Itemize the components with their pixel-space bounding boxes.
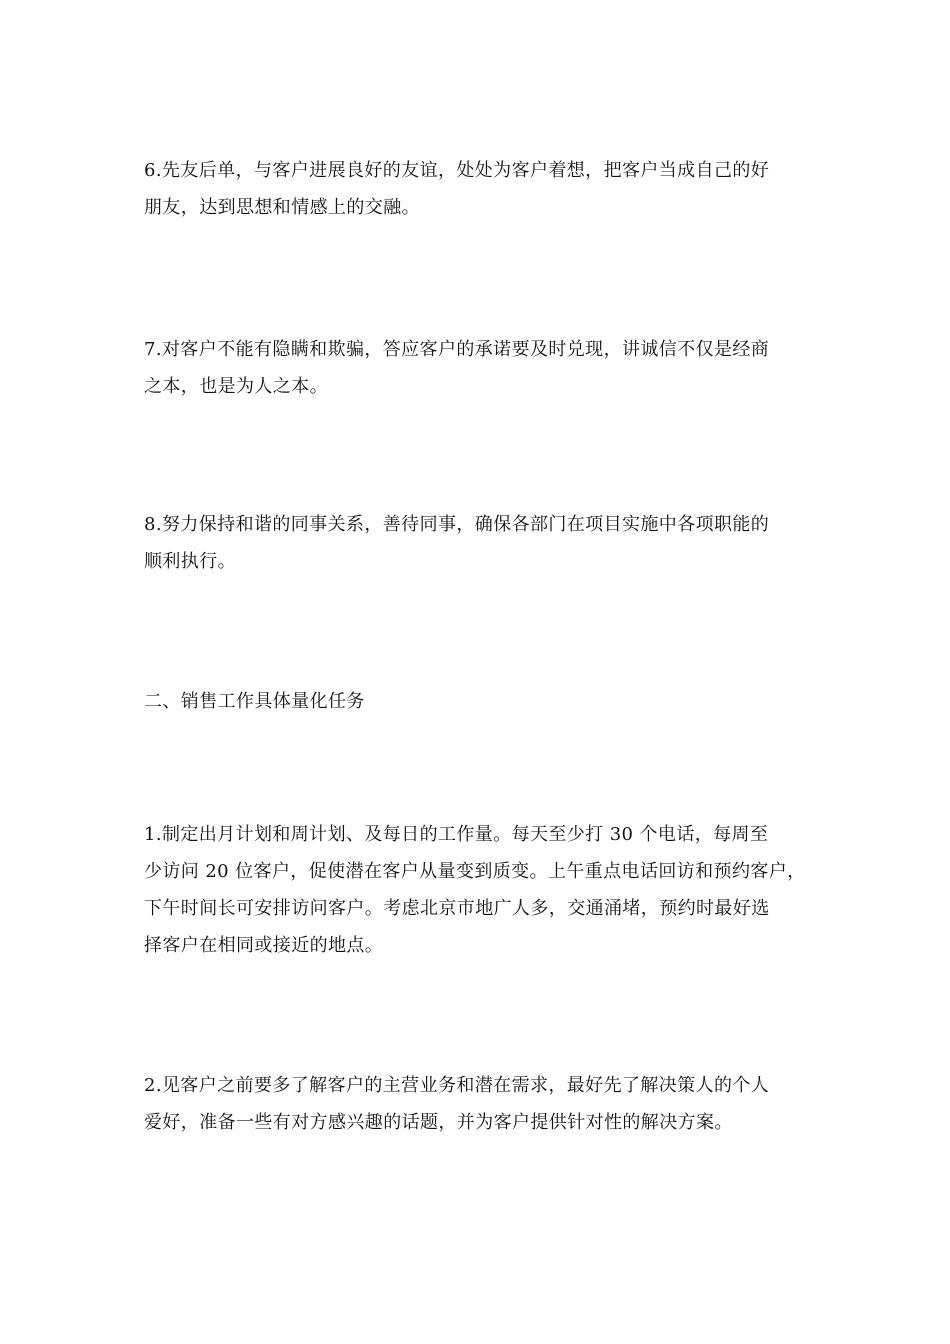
paragraph-item-8: [144, 506, 808, 580]
section-heading: [144, 683, 808, 720]
task-item-1: [144, 816, 808, 964]
paragraph-line: 8.努力保持和谐的同事关系，善待同事，确保各部门在项目实施中各项职能的: [144, 514, 770, 535]
task-item-2: [144, 1067, 808, 1141]
section-heading-text: 二、销售工作具体量化任务: [144, 691, 365, 712]
paragraph-item-7: [144, 331, 808, 405]
paragraph-line: 2.见客户之前要多了解客户的主营业务和潜在需求，最好先了解决策人的个人: [144, 1075, 770, 1096]
paragraph-line: 下午时间长可安排访问客户。考虑北京市地广人多，交通涌堵，预约时最好选: [144, 898, 770, 919]
paragraph-line: 之本，也是为人之本。: [144, 376, 328, 397]
paragraph-line: 7.对客户不能有隐瞒和欺骗，答应客户的承诺要及时兑现，讲诚信不仅是经商: [144, 339, 770, 360]
paragraph-line: 1.制定出月计划和周计划、及每日的工作量。每天至少打 30 个电话，每周至: [144, 824, 769, 845]
paragraph-line: 择客户在相同或接近的地点。: [144, 935, 384, 956]
paragraph-line: 少访问 20 位客户，促使潜在客户从量变到质变。上午重点电话回访和预约客户，: [144, 861, 806, 882]
paragraph-line: 朋友，达到思想和情感上的交融。: [144, 197, 420, 218]
paragraph-line: 顺利执行。: [144, 551, 236, 572]
paragraph-item-6: [144, 152, 808, 226]
paragraph-line: 6.先友后单，与客户进展良好的友谊，处处为客户着想，把客户当成自己的好: [144, 160, 770, 181]
paragraph-line: 爱好，准备一些有对方感兴趣的话题，并为客户提供针对性的解决方案。: [144, 1112, 733, 1133]
